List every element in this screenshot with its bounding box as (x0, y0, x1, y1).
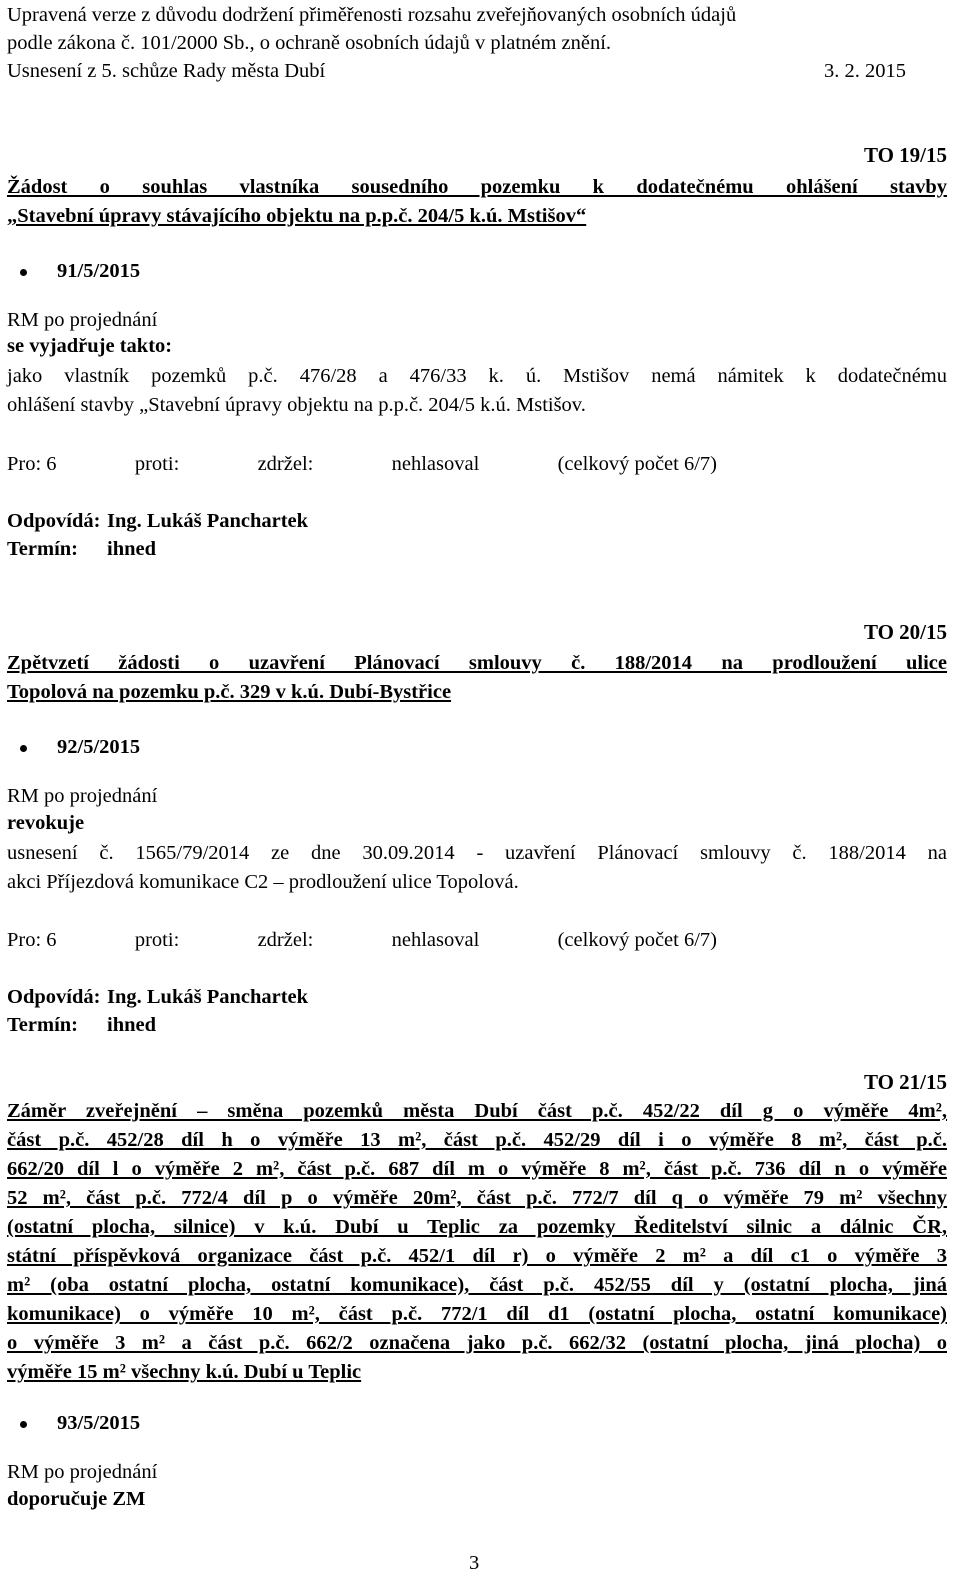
subject-line: „Stavební úpravy stávajícího objektu na p.p.č. 204/5 k.ú. Mstišov“ (7, 205, 587, 227)
vote-against: proti: (134, 453, 180, 475)
to-number: TO 19/15 (863, 143, 947, 167)
resolution-number: 91/5/2015 (20, 260, 140, 283)
vote-row (7, 453, 717, 476)
resolution-text-line: jako vlastník pozemků p.č. 476/28 a 476/33 k. ú. Mstišov nemá námitek k dodatečnému (7, 365, 947, 387)
subject-line: o výměře 3 m² a část p.č. 662/2 označena jako p.č. 662/32 (ostatní plocha, jiná plocha) o (7, 1332, 947, 1354)
responsible-label: Odpovídá: (7, 986, 101, 1008)
vote-against: proti: (134, 929, 180, 951)
vote-not-voted: nehlasoval (391, 929, 480, 951)
subject-line: 52 m², část p.č. 772/4 díl p o výměře 20m², část p.č. 772/7 díl q o výměře 79 m² všechny (7, 1187, 947, 1209)
subject-line: Topolová na pozemku p.č. 329 v k.ú. Dubí-Bystřice (7, 681, 452, 703)
subject-line: Zpětvzetí žádosti o uzavření Plánovací smlouvy č. 188/2014 na prodloužení ulice (7, 652, 947, 674)
resolution-verb: revokuje (7, 812, 85, 834)
to-number: TO 20/15 (863, 620, 947, 644)
bullet-icon (20, 269, 27, 276)
rm-label: RM po projednání (7, 309, 158, 331)
bullet-icon (20, 1421, 27, 1428)
vote-total: (celkový počet 6/7) (557, 453, 717, 475)
deadline-value: ihned (107, 1014, 156, 1036)
responsible-row (7, 984, 947, 1010)
subject-line: Žádost o souhlas vlastníka sousedního pozemku k dodatečnému ohlášení stavby (7, 176, 947, 198)
subject-line: výměře 15 m² všechny k.ú. Dubí u Teplic (7, 1361, 362, 1383)
page-number: 3 (469, 1552, 480, 1574)
subject-line: (ostatní plocha, silnice) v k.ú. Dubí u Teplic za pozemky Ředitelství silnic a dálnic ČR, (7, 1216, 947, 1238)
resolution-number: 92/5/2015 (20, 736, 140, 759)
to-number: TO 21/15 (863, 1070, 947, 1094)
resolution-text-line: akci Příjezdová komunikace C2 – prodloužení ulice Topolová. (7, 871, 519, 893)
responsible-label: Odpovídá: (7, 510, 101, 532)
subject-line: Záměr zveřejnění – směna pozemků města Dubí část p.č. 452/22 díl g o výměře 4m², (7, 1100, 947, 1122)
rm-label: RM po projednání (7, 785, 158, 807)
session-title: Usnesení z 5. schůze Rady města Dubí (7, 60, 326, 82)
bullet-icon (20, 745, 27, 752)
deadline-value: ihned (107, 538, 156, 560)
responsible-row (7, 508, 947, 534)
deadline-label: Termín: (7, 1014, 78, 1036)
responsible-person: Ing. Lukáš Panchartek (107, 510, 309, 532)
header-line-3 (7, 58, 947, 84)
resolution-verb: se vyjadřuje takto: (7, 335, 173, 357)
subject-line: m² (oba ostatní plocha, ostatní komunikace), část p.č. 452/55 díl y (ostatní plocha, jiná (7, 1274, 947, 1296)
vote-abstain: zdržel: (257, 929, 314, 951)
subject-line: komunikace) o výměře 10 m², část p.č. 772/1 díl d1 (ostatní plocha, ostatní komunikace) (7, 1303, 947, 1325)
resolution-text-line: ohlášení stavby „Stavební úpravy objektu na p.p.č. 204/5 k.ú. Mstišov. (7, 394, 586, 416)
deadline-row (7, 536, 947, 562)
responsible-person: Ing. Lukáš Panchartek (107, 986, 309, 1008)
resolution-number: 93/5/2015 (20, 1412, 140, 1435)
resolution-verb: doporučuje ZM (7, 1488, 146, 1510)
deadline-label: Termín: (7, 538, 78, 560)
vote-not-voted: nehlasoval (391, 453, 480, 475)
rm-label: RM po projednání (7, 1461, 158, 1483)
header-line-2: podle zákona č. 101/2000 Sb., o ochraně osobních údajů v platném znění. (7, 32, 612, 54)
deadline-row (7, 1012, 947, 1038)
subject-line: státní příspěvková organizace část p.č. 452/1 díl r) o výměře 2 m² a díl c1 o výměře 3 (7, 1245, 947, 1267)
resolution-text-line: usnesení č. 1565/79/2014 ze dne 30.09.2014 - uzavření Plánovací smlouvy č. 188/2014 na (7, 842, 947, 864)
header-line-1: Upravená verze z důvodu dodržení přiměřenosti rozsahu zveřejňovaných osobních údajů (7, 4, 737, 26)
vote-pro: Pro: 6 (7, 929, 57, 951)
vote-total: (celkový počet 6/7) (557, 929, 717, 951)
subject-line: část p.č. 452/28 díl h o výměře 13 m², část p.č. 452/29 díl i o výměře 8 m², část p.č. (7, 1129, 947, 1151)
subject-line: 662/20 díl l o výměře 2 m², část p.č. 687 díl m o výměře 8 m², část p.č. 736 díl n o výměře (7, 1158, 947, 1180)
session-date: 3. 2. 2015 (824, 60, 906, 82)
vote-abstain: zdržel: (257, 453, 314, 475)
vote-row (7, 929, 717, 952)
vote-pro: Pro: 6 (7, 453, 57, 475)
